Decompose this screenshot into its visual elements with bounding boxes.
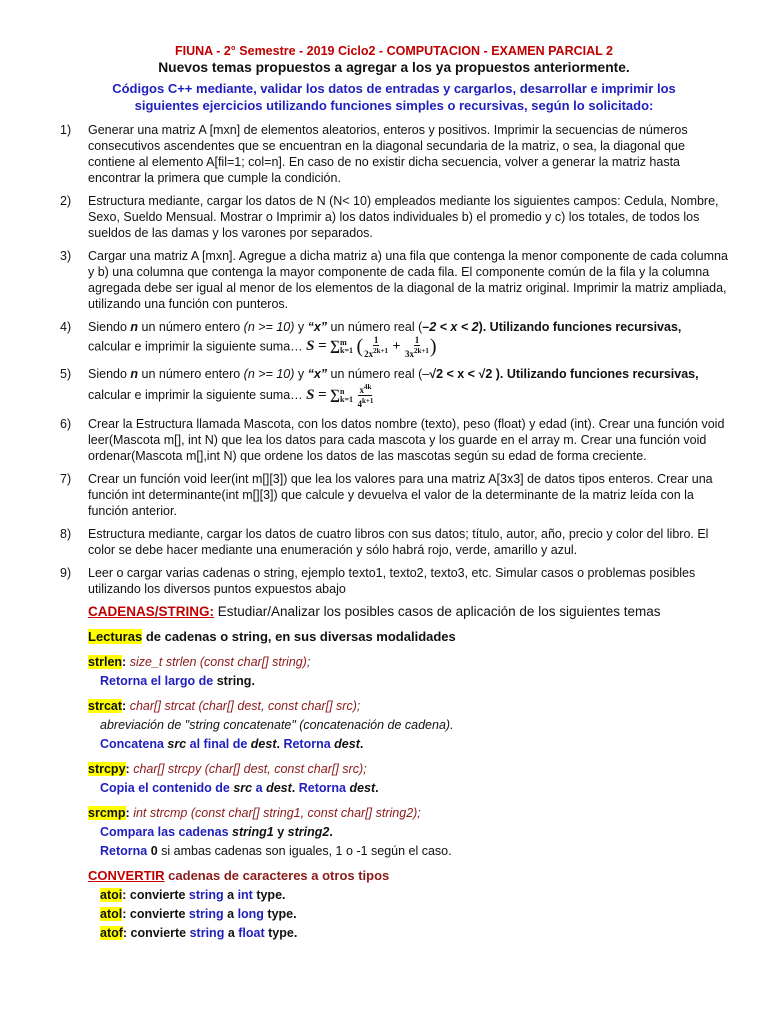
var-n: n: [130, 367, 139, 381]
atoi-entry: [88, 887, 728, 903]
text-run: Siendo: [88, 320, 131, 334]
srcmp-return: [88, 843, 728, 859]
exercise-8: [60, 526, 728, 558]
exercise-number: 8): [60, 527, 72, 541]
instructions-line-2: siguientes ejercicios utilizando funciones simples o recursivas, según lo solicitado:: [134, 97, 654, 113]
condition-x: √2 < x < √2: [429, 367, 493, 381]
right-paren: ): [429, 336, 437, 358]
strcpy-entry: strcpy: char[] strcpy (char[] dest, const char[] src);: [88, 762, 367, 776]
exercise-1: [60, 122, 728, 186]
exercise-number: 5): [60, 367, 72, 381]
text-run: ). Utilizando funciones recursivas,: [492, 367, 699, 381]
exercise-text: Leer o cargar varias cadenas o string, ejemplo texto1, texto2, texto3, etc. Simular casos o problemas posibles utilizando los diversos puntos expuestos abajo: [88, 566, 696, 596]
exercise-text: Estructura mediante, cargar los datos de N (N< 10) empleados mediante los siguientes campos: Cedula, Nombre, Sexo, Sueldo Mensual. Mostrar o Imprimir a) los datos individuales b) el promedio y c) los totales, de todos los sueldos de las damas y los varones por separados.: [88, 194, 719, 240]
strlen-entry: strlen: size_t strlen (const char[] string);: [88, 655, 311, 669]
exam-header: FIUNA - 2° Semestre - 2019 Ciclo2 - COMPUTACION - EXAMEN PARCIAL 2: [175, 44, 613, 58]
text-run: a: [223, 888, 238, 902]
text-run: un número real (: [327, 320, 423, 334]
strcat-signature: char[] strcat (char[] dest, const char[] src);: [129, 699, 361, 713]
text-run: long: [237, 907, 264, 921]
strlen-signature: size_t strlen (const char[] string);: [129, 655, 311, 669]
strcat-description: Concatena src al final de dest. Retorna dest.: [100, 737, 364, 751]
text-run: ). Utilizando funciones recursivas,: [478, 320, 682, 334]
sum-formula-5: [306, 383, 374, 409]
exercise-text: Cargar una matriz A [mxn]. Agregue a dicha matriz a) una fila que contenga la menor componente de cada columna y b) una columna que contenga la mayor componente de cada fila. El componente común de la fila y la columna agregada debe ser igual al menor de los elementos de la diagonal de la matriz original. Imprimir la matriz ampliada, utilizando una función con punteros.: [88, 249, 728, 311]
exercise-text: Generar una matriz A [mxn] de elementos aleatorios, enteros y positivos. Imprimir la secuencias de números consecutivos ascendentes que se encuentran en la diagonal secundaria de la matriz, o sea, la diagonal que contiene al elemento A[fil=1; col=n]. En caso de no existir dicha secuencia, volver a generar la matriz hasta encontrar la primera que cumple la condición.: [88, 123, 688, 185]
text-run: un número entero: [138, 320, 244, 334]
lecturas-highlight: Lecturas: [88, 629, 143, 644]
sum-limits: [340, 339, 353, 355]
lower-limit: k=1: [340, 346, 354, 355]
atoi-keyword: atoi: [100, 888, 123, 902]
numerator: 1: [414, 335, 420, 345]
text-run: float: [238, 926, 265, 940]
cadenas-title: CADENAS/STRING:: [88, 604, 215, 619]
exercise-number: 2): [60, 194, 72, 208]
numerator: [358, 382, 372, 396]
srcmp-entry: srcmp: int strcmp (const char[] string1, const char[] string2);: [88, 806, 421, 820]
convertir-title: CONVERTIR: [88, 868, 165, 883]
upper-limit: n: [340, 386, 345, 396]
exercise-2: [60, 193, 728, 241]
exercise-list: [60, 122, 728, 597]
text-run: string1: [232, 825, 274, 839]
strlen-keyword: strlen: [88, 655, 123, 669]
text-run: al final de: [189, 737, 248, 751]
instructions-line-1: Códigos C++ mediante, validar los datos de entradas y cargarlos, desarrollar e imprimir los: [112, 81, 676, 96]
sum-symbol: S: [306, 338, 315, 355]
srcmp-signature: int strcmp (const char[] string1, const char[] string2);: [133, 806, 421, 820]
text-run: dest: [334, 737, 360, 751]
text-run: a: [255, 781, 263, 795]
denominator-base: 4: [357, 399, 362, 409]
text-run: calcular e imprimir la siguiente suma…: [88, 387, 303, 402]
convertir-heading: [88, 868, 728, 884]
srcmp-keyword: srcmp: [88, 806, 126, 820]
text-run: Compara las cadenas: [100, 825, 229, 839]
exercise-number: 3): [60, 249, 72, 263]
exercise-text: [88, 366, 728, 409]
text-run: y: [277, 825, 285, 839]
text-run: Copia el contenido de: [100, 781, 230, 795]
text-run: y: [294, 320, 308, 334]
text-run: type.: [263, 907, 297, 921]
exercise-5: [60, 366, 728, 409]
sum-formula-4: [306, 335, 437, 359]
text-run: src: [167, 737, 187, 751]
exercise-7: [60, 471, 728, 519]
equals-sign: =: [317, 386, 327, 403]
exercise-4: [60, 319, 728, 359]
text-run: 0: [150, 844, 158, 858]
convertir-text: cadenas de caracteres a otros tipos: [164, 868, 390, 883]
exercise-3: [60, 248, 728, 312]
exercise-number: 9): [60, 566, 72, 580]
text-run: a: [223, 907, 238, 921]
exercise-number: 4): [60, 320, 72, 334]
atof-entry: [88, 925, 728, 941]
text-run: si ambas cadenas son iguales, 1 o -1 según el caso.: [157, 844, 452, 858]
denominator: [364, 346, 388, 359]
text-run: string2: [287, 825, 330, 839]
left-paren: (: [356, 336, 364, 358]
strcat-entry: strcat: char[] strcat (char[] dest, const char[] src);: [88, 699, 361, 713]
exercise-text: [88, 319, 728, 359]
atol-keyword: atol: [100, 907, 123, 921]
numerator-base: x: [359, 385, 364, 395]
numerator: 1: [373, 335, 379, 345]
exponent: 2k+1: [414, 347, 429, 355]
sum-symbol: S: [306, 386, 315, 403]
text-run: string: [216, 674, 252, 688]
upper-limit: m: [340, 338, 347, 347]
text-run: Siendo: [88, 367, 131, 381]
text-run: src: [233, 781, 253, 795]
text-run: int: [237, 888, 253, 902]
text-run: Retorna: [298, 781, 346, 795]
exercise-number: 7): [60, 472, 72, 486]
exercise-text: Crear la Estructura llamada Mascota, con los datos nombre (texto), peso (float) y edad (int). Crear una función void leer(Mascota m[], int N) que lea los datos para cada mascota y los guarde en el array m. Crear una función void ordenar(Mascota m[],int N) que ordene los datos de las mascotas según su edad de forma creciente.: [88, 417, 725, 463]
condition-n: (n >= 10): [243, 320, 295, 334]
text-run: Retorna: [283, 737, 331, 751]
instructions: [60, 81, 728, 114]
text-run: a: [224, 926, 239, 940]
fraction-2: [405, 335, 429, 359]
strcpy-description: Copia el contenido de src a dest. Retorna dest.: [100, 781, 379, 795]
text-run: : convierte: [122, 926, 190, 940]
text-run: string: [188, 888, 224, 902]
sum-limits: [340, 388, 353, 404]
atol-entry: [88, 906, 728, 922]
atof-keyword: atof: [100, 926, 123, 940]
sigma-symbol: ∑: [330, 387, 340, 403]
text-run: type.: [264, 926, 298, 940]
lower-limit: k=1: [340, 394, 354, 404]
text-run: dest: [266, 781, 292, 795]
subtitle: Nuevos temas propuestos a agregar a los ya propuestos anteriormente.: [158, 60, 630, 75]
var-x: “x”: [307, 320, 328, 334]
equals-sign: =: [317, 338, 327, 355]
var-x: “x”: [307, 367, 328, 381]
strcpy-signature: char[] strcpy (char[] dest, const char[] src);: [133, 762, 367, 776]
var-n: n: [130, 320, 139, 334]
lecturas-heading: [88, 629, 728, 645]
cadenas-heading: [88, 604, 728, 620]
denominator: [358, 396, 374, 409]
text-run: un número entero: [138, 367, 244, 381]
exponent: k+1: [362, 397, 374, 405]
exercise-6: [60, 416, 728, 464]
lecturas-text: de cadenas o string, en sus diversas modalidades: [142, 629, 456, 644]
text-run: : convierte: [122, 907, 189, 921]
fraction-1: [364, 335, 388, 359]
text-run: string: [188, 907, 224, 921]
exponent: 2k+1: [373, 347, 389, 355]
text-run: calcular e imprimir la siguiente suma…: [88, 339, 303, 354]
exponent: 4k: [363, 383, 372, 391]
exercise-number: 6): [60, 417, 72, 431]
text-run: Retorna: [100, 844, 148, 858]
text-run: dest: [250, 737, 277, 751]
plus-sign: +: [392, 339, 401, 355]
strcat-keyword: strcat: [88, 699, 123, 713]
strcpy-keyword: strcpy: [88, 762, 126, 776]
denominator-base: 3x: [405, 349, 415, 359]
text-run: y: [294, 367, 308, 381]
cadenas-description: Estudiar/Analizar los posibles casos de aplicación de los siguientes temas: [214, 604, 661, 619]
text-run: Concatena: [100, 737, 164, 751]
text-run: type.: [252, 888, 286, 902]
text-run: un número real (–: [327, 367, 430, 381]
srcmp-description: Compara las cadenas string1 y string2.: [100, 825, 333, 839]
text-run: Retorna el largo de: [100, 674, 214, 688]
text-run: string: [189, 926, 225, 940]
denominator: [405, 346, 429, 359]
exercise-text: Crear un función void leer(int m[][3]) que lea los valores para una matriz A[3x3] de datos tipos enteros. Crear una función int determinante(int m[][3]) que calcule y devuelva el valor de la determinante de la matriz leída con la función anterior.: [88, 472, 713, 518]
fraction-3: [358, 382, 374, 409]
condition-n: (n >= 10): [243, 367, 295, 381]
strcat-abbreviation: abreviación de "string concatenate" (concatenación de cadena).: [100, 718, 454, 732]
strlen-description: Retorna el largo de string.: [100, 674, 255, 688]
text-run: dest: [349, 781, 376, 795]
denominator-base: 2x: [364, 349, 374, 359]
text-run: : convierte: [122, 888, 189, 902]
exercise-text: Estructura mediante, cargar los datos de cuatro libros con sus datos; título, autor, año, precio y color del libro. El color se debe hacer mediante una enumeración y sólo habrá rojo, verde, amarillo y azul.: [88, 527, 709, 557]
sigma-symbol: ∑: [330, 339, 340, 355]
string-functions-section: [88, 604, 728, 941]
condition-x: –2 < x < 2: [422, 320, 479, 334]
exercise-9: [60, 565, 728, 597]
exercise-number: 1): [60, 123, 72, 137]
